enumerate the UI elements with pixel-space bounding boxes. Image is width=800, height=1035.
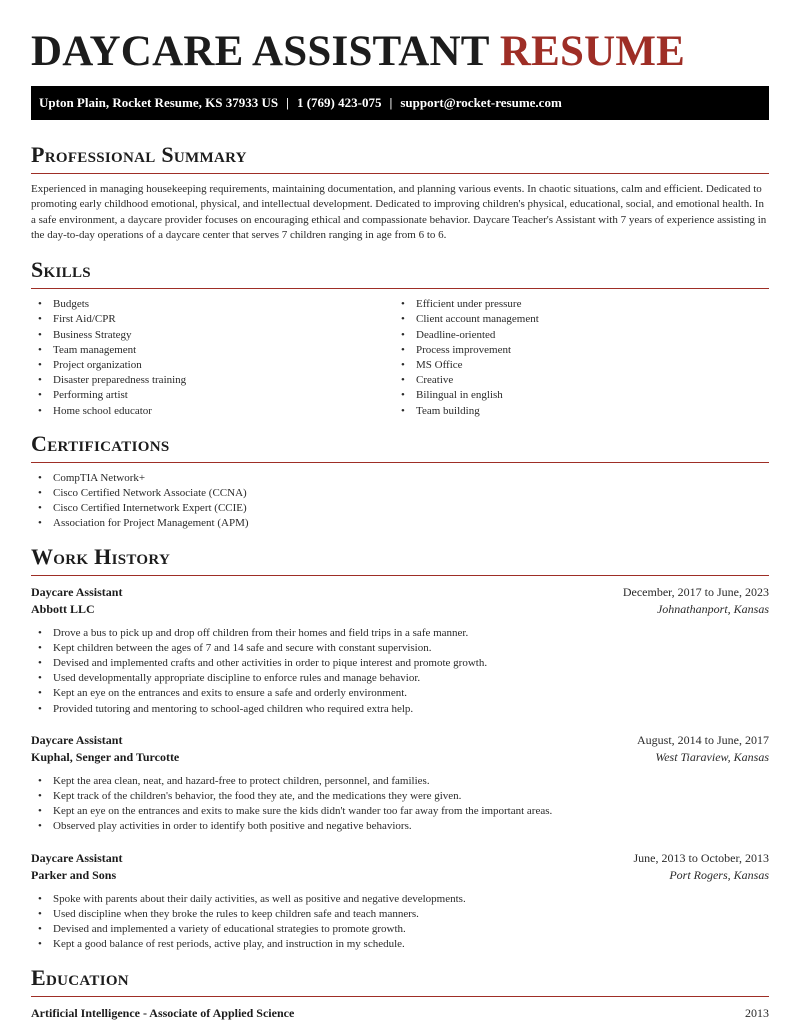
job-duty: • Kept children between the ages of 7 and 14 safe and secure with constant supervision. [31,641,769,656]
contact-separator: | [286,95,289,110]
section-divider [31,288,769,289]
job-duty: • Observed play activities in order to identify both positive and negative behaviors. [31,819,769,834]
job-entry [31,732,769,835]
work-history-heading: Work History [31,543,171,569]
job-location: Johnathanport, Kansas [656,601,769,616]
section-divider [31,173,769,174]
summary-heading: Professional Summary [31,142,247,167]
skills-list-left [31,297,394,419]
job-title: Daycare Assistant [31,732,123,747]
job-duties [31,774,769,835]
job-entry [31,584,769,717]
job-company: Abbott LLC [31,601,95,616]
certifications-list [31,471,769,532]
job-duty: • Devised and implemented a variety of educational strategies to promote growth. [31,922,769,937]
job-duty: • Used developmentally appropriate discipline to enforce rules and manage behavior. [31,671,769,686]
skill-item: • Bilingual in english [394,388,757,403]
job-duties [31,626,769,717]
skill-item: • Project organization [31,358,394,373]
skill-item: • Process improvement [394,343,757,358]
job-company: Kuphal, Senger and Turcotte [31,749,180,764]
job-duty: • Kept an eye on the entrances and exits to ensure a safe and orderly environment. [31,686,769,701]
contact-bar [31,86,769,120]
job-duty: • Kept an eye on the entrances and exits to make sure the kids didn't wander too far away from the important areas. [31,804,769,819]
certifications-heading: Certifications [31,430,170,456]
job-dates: June, 2013 to October, 2013 [633,850,769,865]
job-title: Daycare Assistant [31,850,123,865]
skill-item: • Creative [394,373,757,388]
section-divider [31,996,769,997]
title-accent: RESUME [499,28,685,75]
job-duty: • Used discipline when they broke the rules to keep children safe and teach manners. [31,907,769,922]
skill-item: • Disaster preparedness training [31,373,394,388]
summary-text: Experienced in managing housekeeping requirements, maintaining documentation, and planning various events. In chaotic situations, calm and efficient. Dedicated to promoting early childhood emotional, physical, and intellectual development. Dedicated to improving children's physical, educational, social, and emotional health. In a safe environment, a daycare provider focuses on encouraging ethical and compassionate behavior. Daycare Teacher's Assistant with 7 years of experience assisting in the day-to-day operations of a daycare center that serves 7 children ranging in age from 6 to 6. [31,183,767,241]
skill-item: • Team management [31,343,394,358]
skill-item: • Deadline-oriented [394,328,757,343]
education-heading: Education [31,965,129,991]
skill-item: • Client account management [394,312,757,327]
job-location: West Tiaraview, Kansas [655,749,769,764]
job-dates: August, 2014 to June, 2017 [637,732,769,747]
certification-item: • Cisco Certified Network Associate (CCNA) [31,486,769,501]
skill-item: • MS Office [394,358,757,373]
section-divider [31,462,769,463]
contact-separator: | [389,95,393,110]
job-location: Port Rogers, Kansas [669,867,769,882]
job-title: Daycare Assistant [31,584,123,599]
job-dates: December, 2017 to June, 2023 [622,584,769,599]
certification-item: • CompTIA Network+ [31,471,769,486]
skill-item: • Team building [394,404,757,419]
job-duty: • Drove a bus to pick up and drop off children from their homes and field trips in a safe manner. [31,626,769,641]
contact-phone[interactable]: 1 (769) 423-075 [296,95,382,110]
job-duty: • Spoke with parents about their daily activities, as well as positive and negative developments. [31,892,769,907]
job-duty: • Devised and implemented crafts and other activities in order to pique interest and promote growth. [31,656,769,671]
skills-columns [31,297,769,419]
resume-title [31,28,769,76]
skill-item: • Performing artist [31,388,394,403]
skills-heading: Skills [31,257,91,283]
certification-item: • Cisco Certified Internetwork Expert (CCIE) [31,501,769,516]
job-duty: • Kept track of the children's behavior, the food they ate, and the medications they were given. [31,789,769,804]
skill-item: • Efficient under pressure [394,297,757,312]
skill-item: • Budgets [31,297,394,312]
section-divider [31,575,769,576]
education-year: 2013 [745,1006,769,1021]
job-duty: • Provided tutoring and mentoring to school-aged children who required extra help. [31,702,769,717]
skills-list-right [394,297,757,419]
skill-item: • Home school educator [31,404,394,419]
title-main: DAYCARE ASSISTANT [31,28,489,75]
job-duty: • Kept a good balance of rest periods, active play, and instruction in my schedule. [31,937,769,952]
skill-item: • First Aid/CPR [31,312,394,327]
education-degree: Artificial Intelligence - Associate of Applied Science [31,1006,295,1021]
certification-item: • Association for Project Management (APM) [31,516,769,531]
job-duties [31,892,769,953]
contact-email[interactable]: support@rocket-resume.com [400,95,562,110]
resume-page [31,0,769,1022]
education-entry [31,1005,769,1022]
job-entry [31,850,769,953]
job-company: Parker and Sons [31,867,117,882]
skill-item: • Business Strategy [31,328,394,343]
contact-address: Upton Plain, Rocket Resume, KS 37933 US [39,95,279,110]
job-duty: • Kept the area clean, neat, and hazard-free to protect children, personnel, and families. [31,774,769,789]
